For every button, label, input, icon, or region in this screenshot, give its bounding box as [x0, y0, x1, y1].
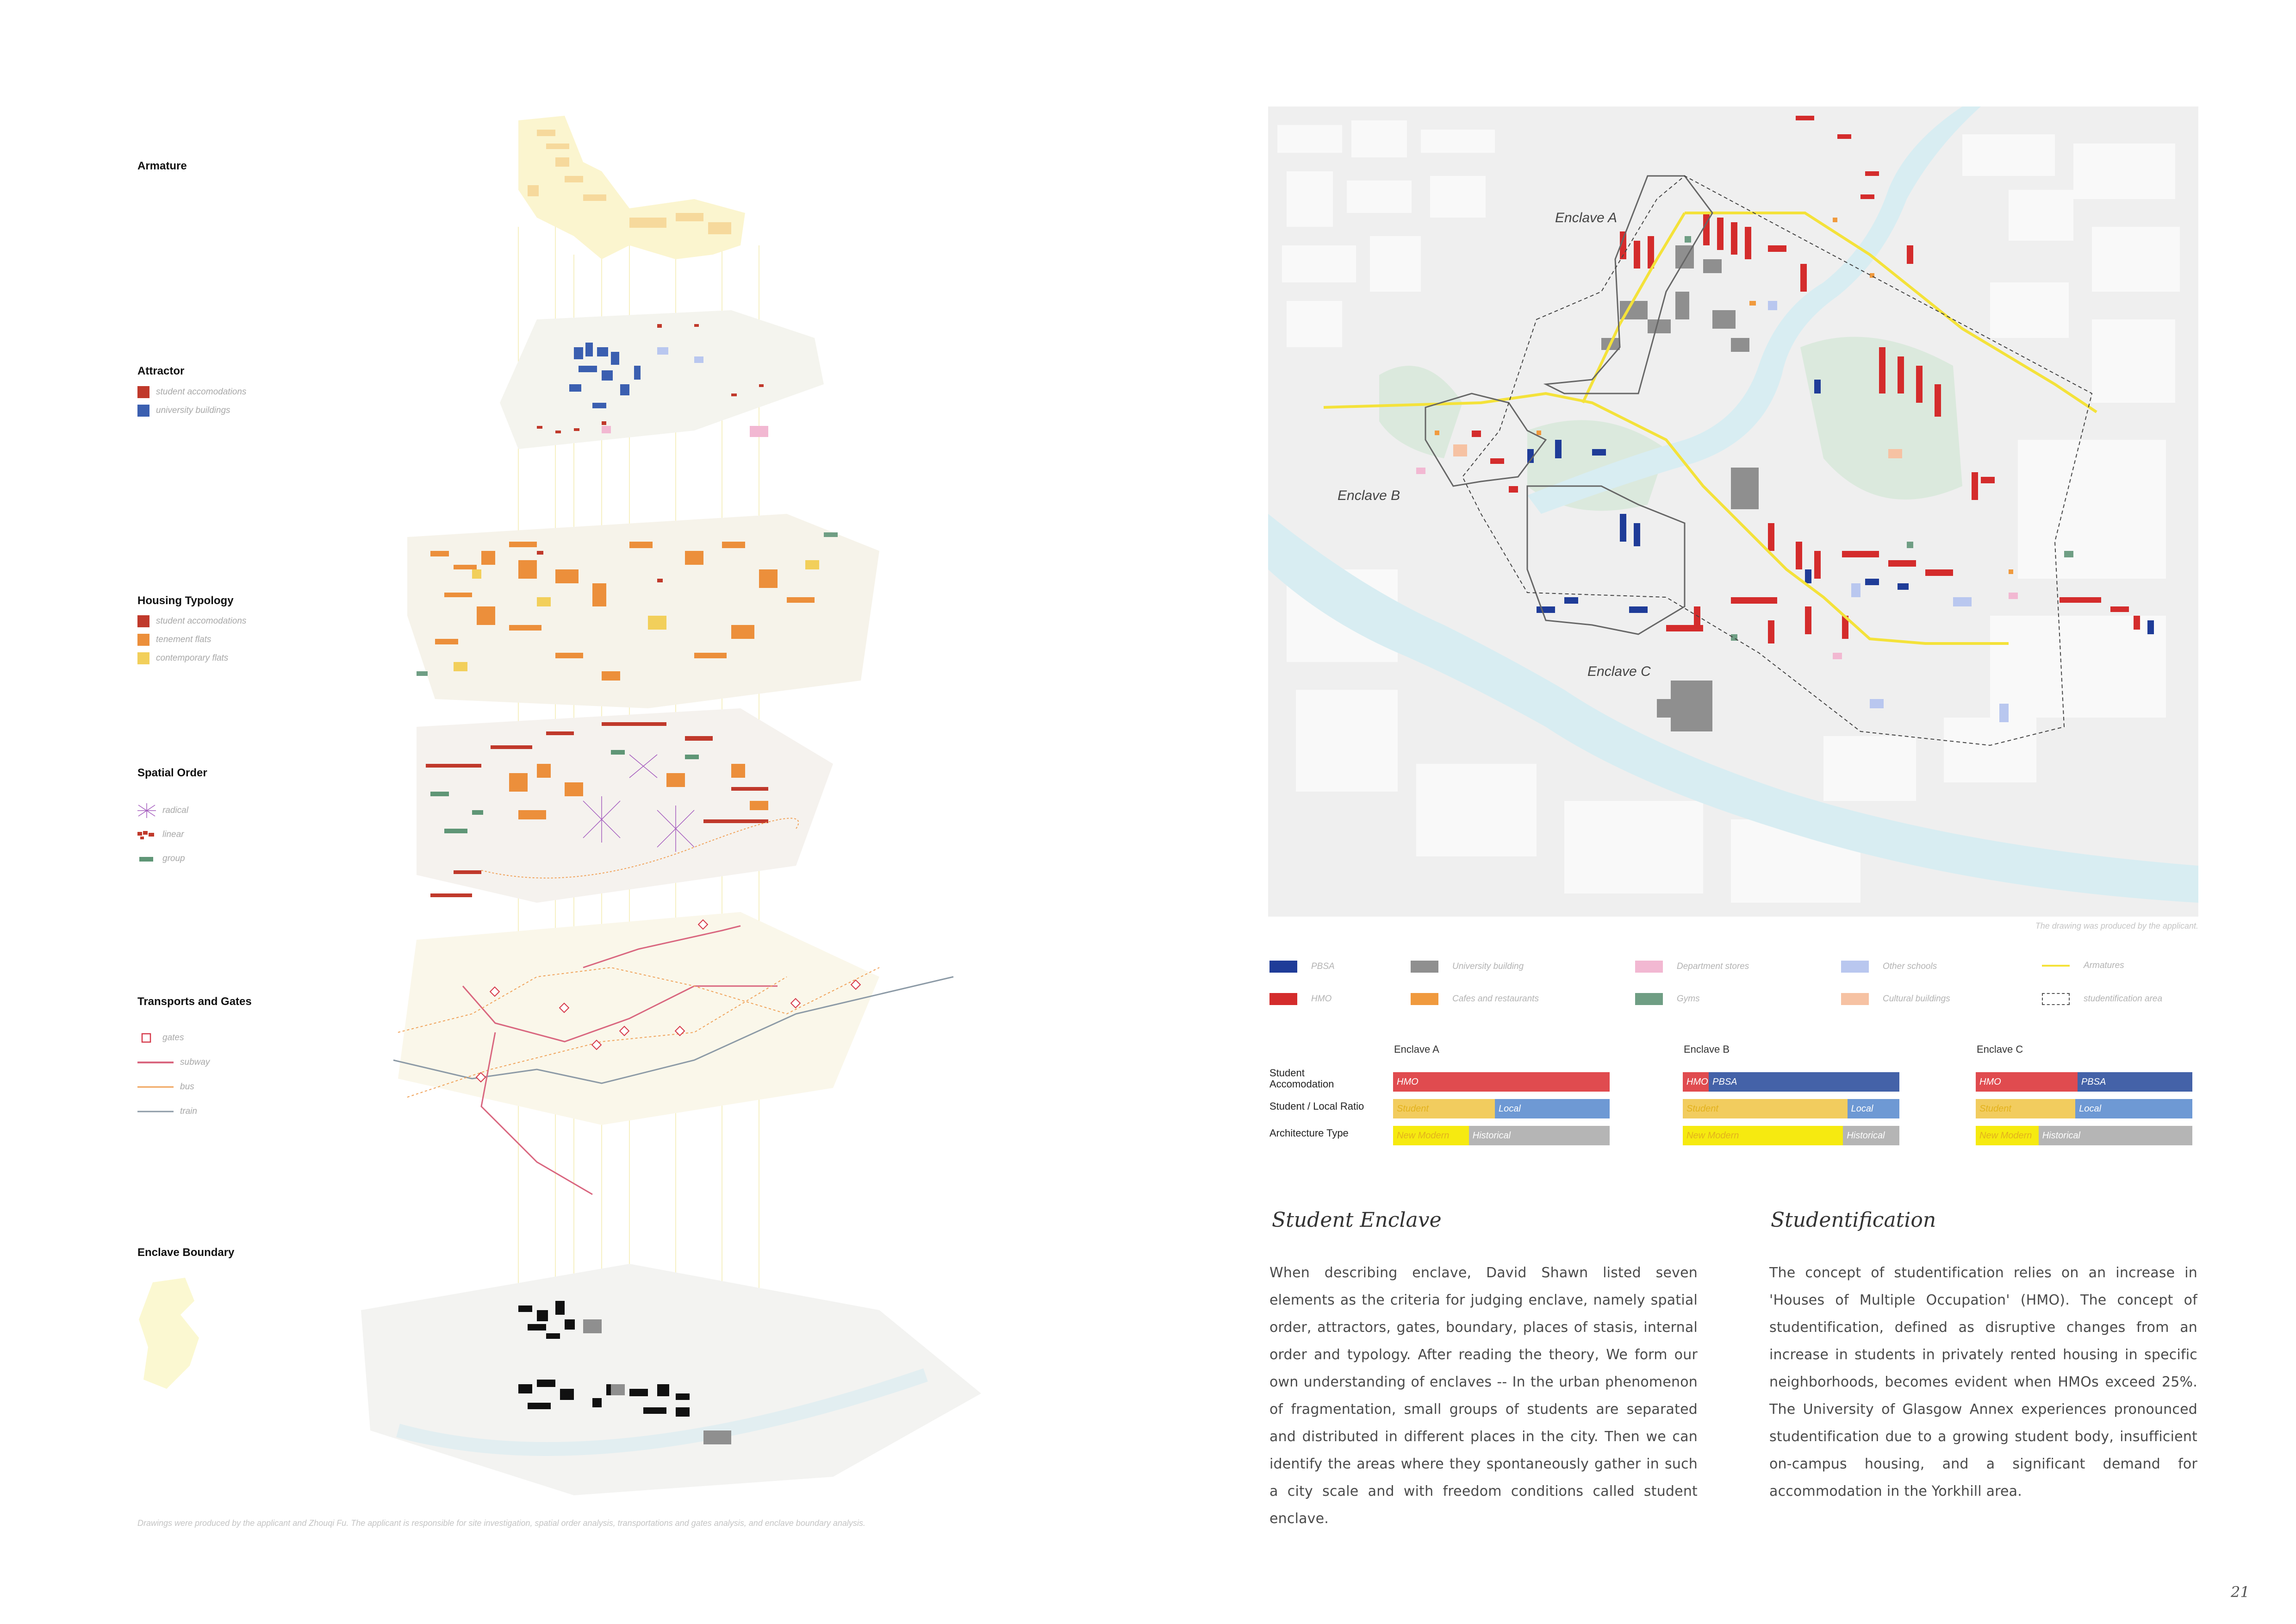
train-line-icon — [137, 1106, 174, 1118]
bar-segment: Local — [1848, 1099, 1899, 1118]
comparison-bar — [1976, 1099, 2192, 1118]
page-number: 21 — [2231, 1583, 2250, 1601]
legend-item-cultural — [1841, 993, 1950, 1005]
site-map-svg — [1268, 106, 2198, 917]
legend-label: studentification area — [2084, 994, 2163, 1004]
subway-line-icon — [137, 1056, 174, 1068]
label-enclave-b: Enclave B — [1338, 488, 1400, 503]
legend-swatch — [137, 615, 149, 627]
row-label-student-local-ratio: Student / Local Ratio — [1269, 1100, 1364, 1112]
comparison-head-enclave-b: Enclave B — [1684, 1043, 1730, 1055]
bar-segment: HMO — [1976, 1072, 2078, 1092]
bar-segment: Historical — [2039, 1126, 2192, 1145]
studentification-body: The concept of studentification relies on an increase in 'Houses of Multiple Occupation' (HMO). The concept of studentification, defined as disruptive changes from an increase in students in privately rented housing in specific neighborhoods, becomes evident when HMOs exceed 25%. The University of Glasgow Annex experiences pronounced studentification due to a growing student body, insufficient on-campus housing, and a significant demand for accommodation in the Yorkhill area. — [1769, 1265, 2197, 1499]
bar-segment: Historical — [1843, 1126, 1899, 1145]
bar-segment: HMO — [1683, 1072, 1709, 1092]
comparison-bar — [1683, 1126, 1899, 1145]
legend-label: Cafes and restaurants — [1452, 994, 1539, 1004]
bar-segment: PBSA — [1709, 1072, 1899, 1092]
bar-segment: Local — [1495, 1099, 1610, 1118]
comparison-bar — [1393, 1072, 1610, 1092]
gate-square-icon — [137, 1032, 156, 1044]
bar-segment: Local — [2075, 1099, 2192, 1118]
comparison-bar — [1683, 1099, 1899, 1118]
comparison-head-enclave-a: Enclave A — [1394, 1043, 1439, 1055]
legend-label: gates — [162, 1032, 184, 1043]
transports-legend — [137, 1025, 210, 1124]
label-enclave-a: Enclave A — [1555, 210, 1617, 225]
legend-label: Gyms — [1677, 994, 1700, 1004]
layer-title-transports-gates: Transports and Gates — [137, 995, 252, 1008]
bar-segment: Student — [1976, 1099, 2075, 1118]
bar-segment: PBSA — [2078, 1072, 2192, 1092]
legend-item-cafes — [1411, 993, 1539, 1005]
group-block-icon — [137, 851, 156, 866]
legend-label: linear — [162, 830, 184, 839]
legend-label: train — [180, 1106, 197, 1116]
comparison-bar — [1393, 1099, 1610, 1118]
comparison-bar — [1976, 1072, 2192, 1092]
transports-layer — [393, 912, 953, 1194]
legend-label: Armatures — [2084, 961, 2124, 970]
studentification-title: Studentification — [1771, 1208, 1936, 1232]
legend-label: PBSA — [1311, 962, 1335, 971]
legend-label: radical — [162, 806, 188, 815]
layer-title-attractor: Attractor — [137, 365, 185, 377]
legend-swatch — [137, 386, 149, 398]
layer-title-armature: Armature — [137, 160, 187, 172]
bar-segment: Historical — [1469, 1126, 1610, 1145]
map-caption: The drawing was produced by the applicant. — [2035, 921, 2198, 931]
legend-item-gyms — [1635, 993, 1700, 1005]
legend-swatch — [137, 634, 149, 646]
attractor-layer — [500, 310, 824, 449]
radial-lines-icon — [137, 803, 156, 818]
bus-line-icon — [137, 1081, 174, 1093]
exploded-layer-stack — [278, 106, 1000, 1495]
legend-item-hmo — [1269, 993, 1332, 1005]
layer-title-enclave-boundary: Enclave Boundary — [137, 1246, 235, 1259]
legend-label: Other schools — [1883, 962, 1937, 971]
spatial-order-layer — [417, 708, 833, 903]
legend-label: HMO — [1311, 994, 1332, 1004]
legend-item-studentification — [2042, 993, 2162, 1005]
comparison-bar — [1976, 1126, 2192, 1145]
row-label-student-accomodation: Student Accomodation — [1269, 1067, 1334, 1090]
legend-label: student accomodations — [156, 387, 247, 397]
legend-item-department-stores — [1635, 961, 1749, 973]
legend-swatch — [137, 652, 149, 664]
housing-layer — [407, 514, 879, 708]
bar-segment: Student — [1683, 1099, 1848, 1118]
legend-item-university — [1411, 961, 1524, 973]
legend-item-other-schools — [1841, 961, 1937, 973]
bar-segment: New Modern — [1683, 1126, 1843, 1145]
legend-label: group — [162, 854, 185, 863]
armature-layer — [518, 116, 745, 259]
legend-label: subway — [180, 1057, 210, 1067]
site-map — [1268, 106, 2198, 917]
bar-segment: HMO — [1393, 1072, 1610, 1092]
legend-label: student accomodations — [156, 616, 247, 626]
bar-segment: New Modern — [1976, 1126, 2039, 1145]
legend-label: university buildings — [156, 406, 230, 415]
row-label-architecture-type: Architecture Type — [1269, 1127, 1349, 1139]
comparison-head-enclave-c: Enclave C — [1977, 1043, 2023, 1055]
legend-label: tenement flats — [156, 635, 212, 644]
legend-label: University building — [1452, 962, 1524, 971]
student-enclave-body: When describing enclave, David Shawn listed seven elements as the criteria for judging enclave, namely spatial order, attractors, gates, boundary, places of stasis, internal order and typology. After reading the theory, We form our own understanding of enclaves -- In the urban phenomenon of fragmentation, small groups of students are separated and distributed in different places in the city. Then we can identify the areas where they spontaneously gather in such a city scale and with freedom conditions called student enclave. — [1269, 1265, 1698, 1527]
label-enclave-c: Enclave C — [1587, 664, 1651, 679]
left-caption: Drawings were produced by the applicant and Zhouqi Fu. The applicant is responsible for site investigation, spatial order analysis, transportations and gates analysis, and enclave boundary analysis. — [137, 1518, 865, 1528]
legend-label: Department stores — [1677, 962, 1749, 971]
layer-title-housing-typology: Housing Typology — [137, 594, 234, 607]
bar-segment: New Modern — [1393, 1126, 1469, 1145]
spatial-order-legend — [137, 799, 188, 871]
enclave-boundary-thumbnail — [134, 1273, 208, 1393]
attractor-legend — [137, 383, 246, 420]
linear-blocks-icon — [137, 827, 156, 842]
layer-title-spatial-order: Spatial Order — [137, 767, 207, 779]
legend-label: Cultural buildings — [1883, 994, 1950, 1004]
comparison-bar — [1393, 1126, 1610, 1145]
legend-label: bus — [180, 1081, 194, 1092]
comparison-bar — [1683, 1072, 1899, 1092]
legend-item-armatures — [2042, 961, 2124, 971]
housing-legend — [137, 612, 246, 668]
legend-item-pbsa — [1269, 961, 1335, 973]
legend-swatch — [137, 405, 149, 417]
bar-segment: Student — [1393, 1099, 1495, 1118]
enclave-boundary-layer — [361, 1264, 981, 1495]
student-enclave-title: Student Enclave — [1272, 1208, 1442, 1232]
legend-label: contemporary flats — [156, 653, 229, 663]
